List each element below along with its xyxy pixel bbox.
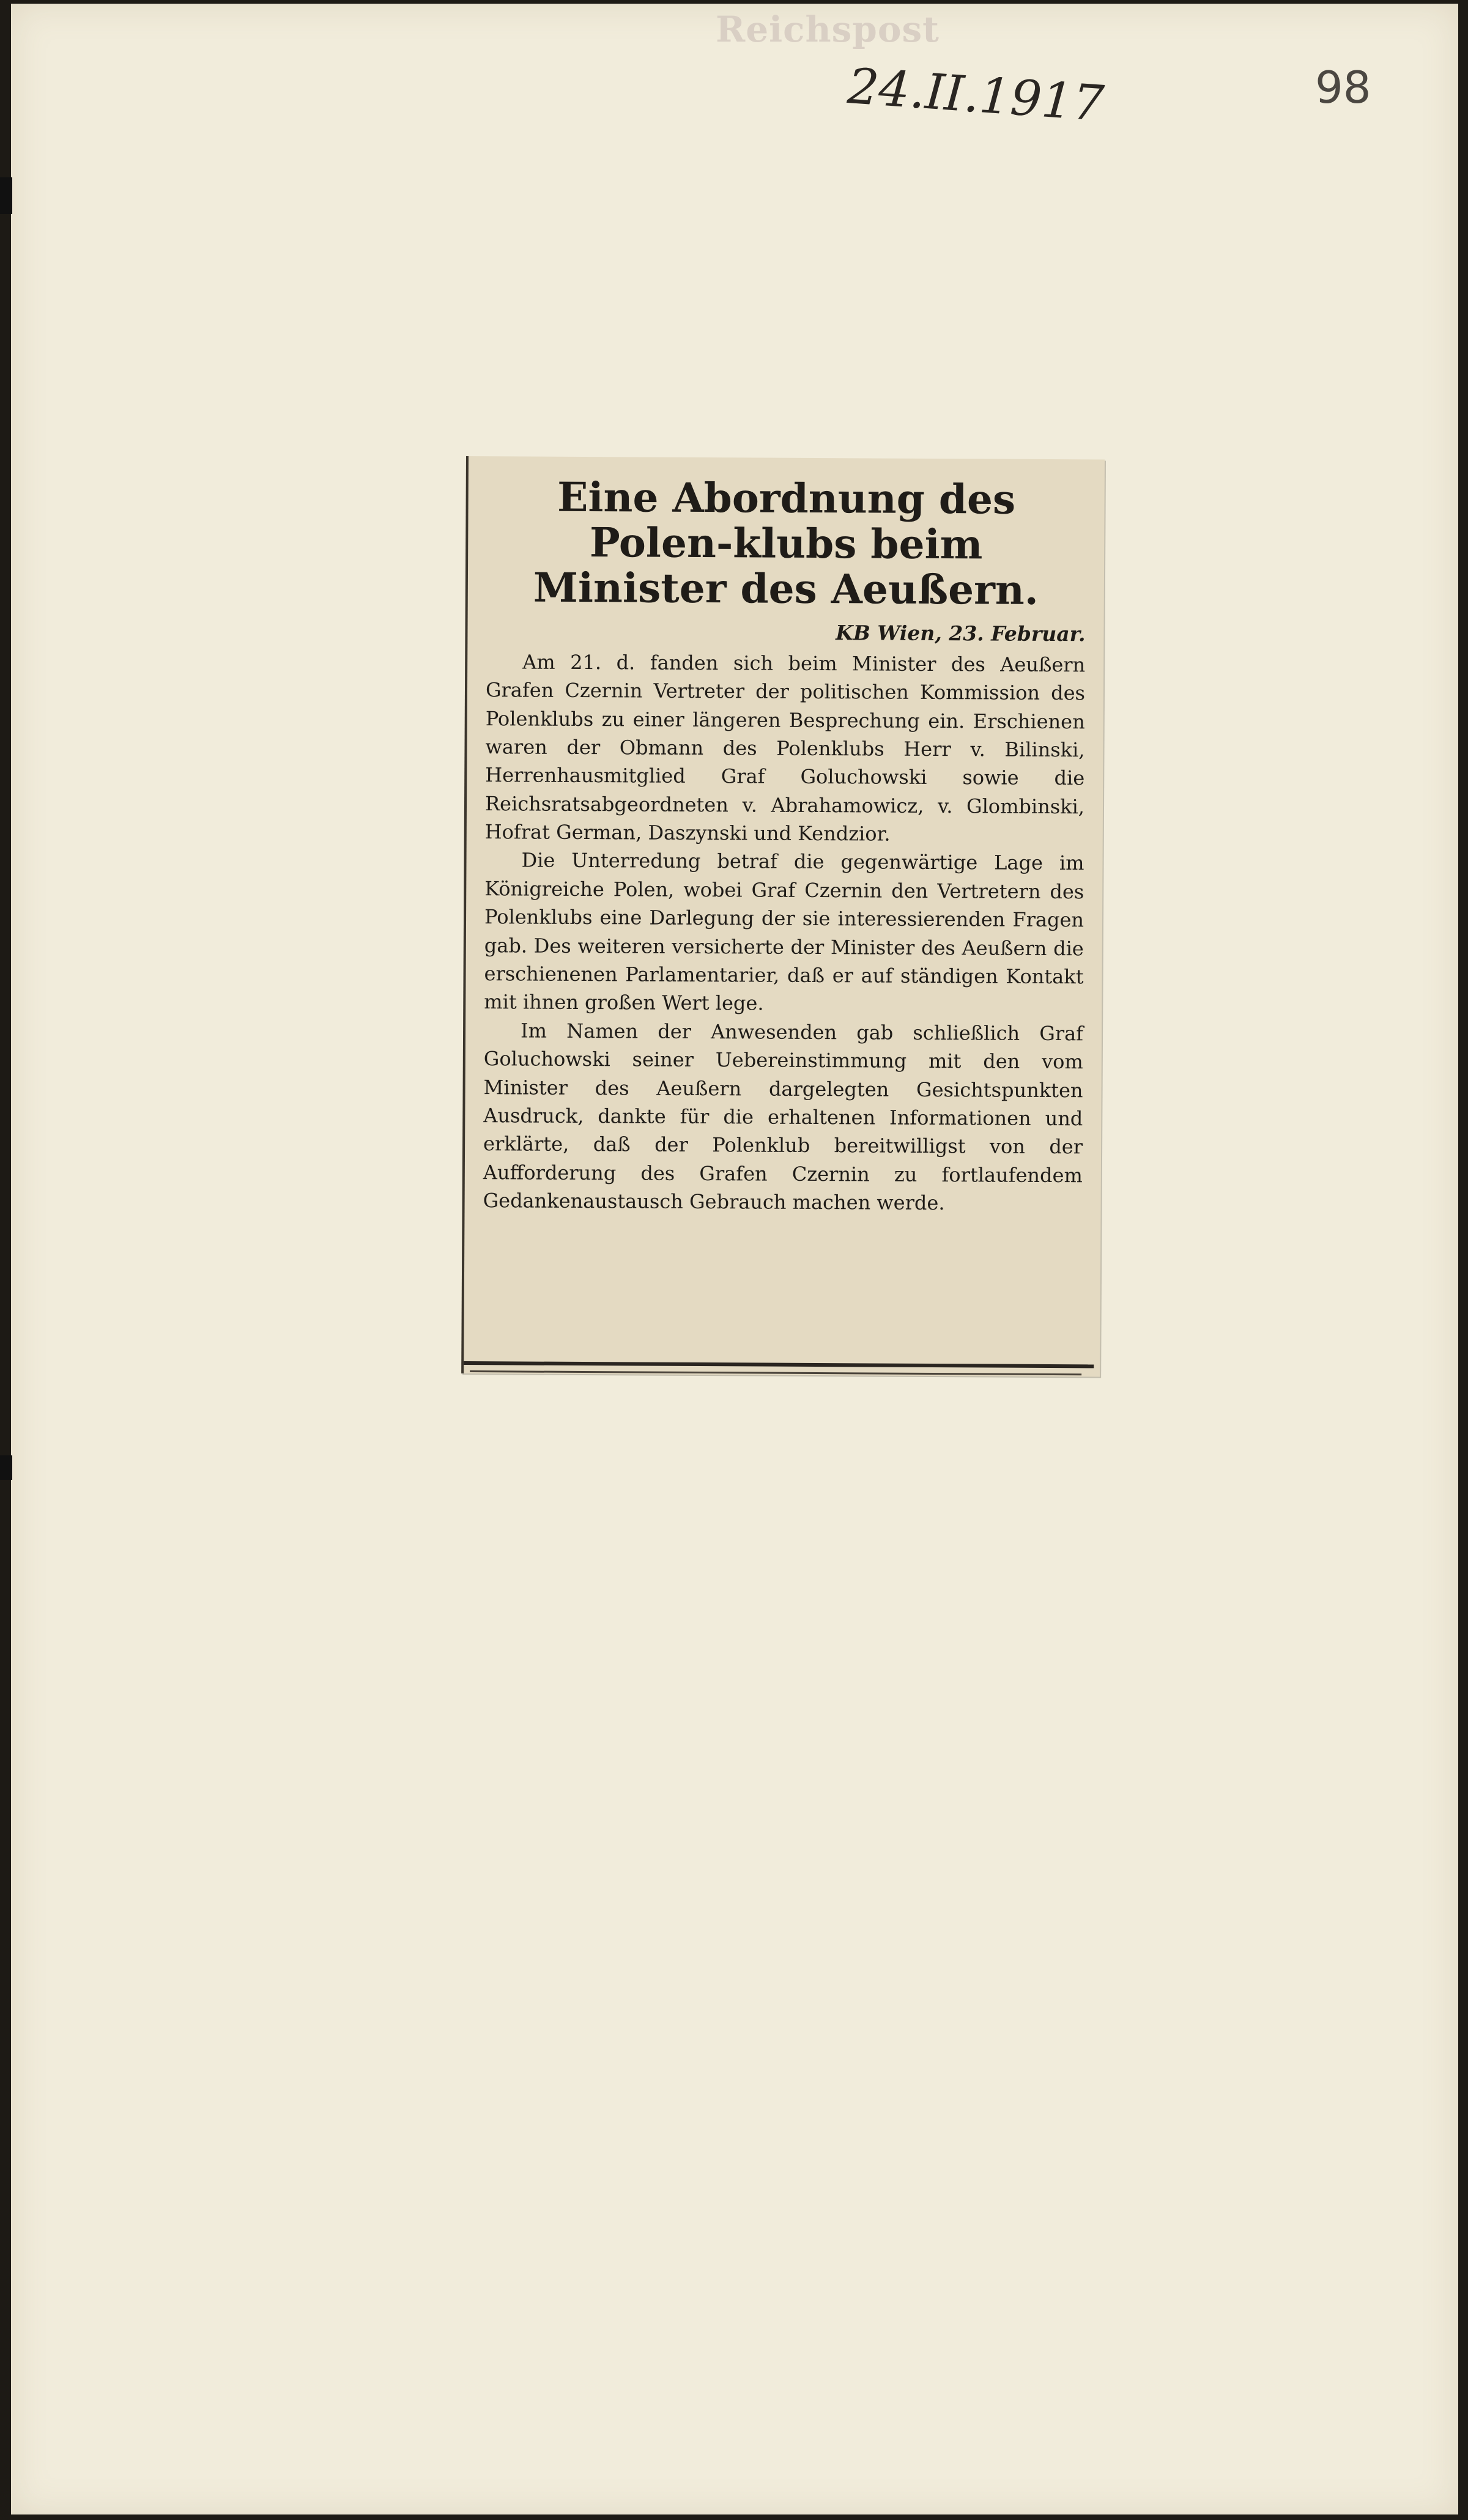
binding-mark <box>0 1455 12 1480</box>
clipping-bottom-rule-thin <box>470 1370 1081 1375</box>
archive-sheet <box>11 4 1458 2514</box>
handwritten-date: 24.II.1917 <box>845 57 1106 133</box>
newspaper-stamp: Reichspost <box>716 9 940 50</box>
article-paragraph-1: Am 21. d. fanden sich beim Minister des Aeußern Grafen Czernin Vertreter der politischen Kommission des Polenklubs zu einer längeren Besprechung ein. Erschienen waren der Obmann des Polenklubs Herr v. Bilinski, Herrenhausmitglied Graf Goluchowski sowie die Reichsratsabgeordneten v. Abrahamowicz, v. Glombinski, Hofrat German, Daszynski und Kendzior. <box>484 650 1086 846</box>
article-headline: Eine Abordnung des Polen-klubs beim Minister des Aeußern. <box>533 473 1039 614</box>
page-number: 98 <box>1315 62 1371 113</box>
article-paragraph-2: Die Unterredung betraf die gegenwärtige Lage im Königreiche Polen, wobei Graf Czernin den Vertretern des Polenklubs eine Darlegung der sie interessierenden Fragen gab. Des weiteren versicherte der Minister des Aeußern die erschienenen Parlamentarier, daß er auf ständigen Kontakt mit ihnen großen Wert lege. <box>484 848 1084 1015</box>
clipping-bottom-rule <box>464 1361 1094 1368</box>
article-paragraph-3: Im Namen der Anwesenden gab schließlich Graf Goluchowski seiner Uebereinstimmung mit den vom Minister des Aeußern dargelegten Gesichtspunkten Ausdruck, dankte für die erhaltenen Informationen und erklärte, daß der Polenklub bereitwilligst von der Aufforderung des Grafen Czernin zu fortlaufendem Gedankenaustausch Gebrauch machen werde. <box>483 1019 1084 1215</box>
clipping-content <box>483 475 1086 1218</box>
binding-mark <box>0 177 12 214</box>
newspaper-clipping <box>461 456 1105 1376</box>
article-dateline: KB Wien, 23. Februar. <box>836 620 1086 646</box>
